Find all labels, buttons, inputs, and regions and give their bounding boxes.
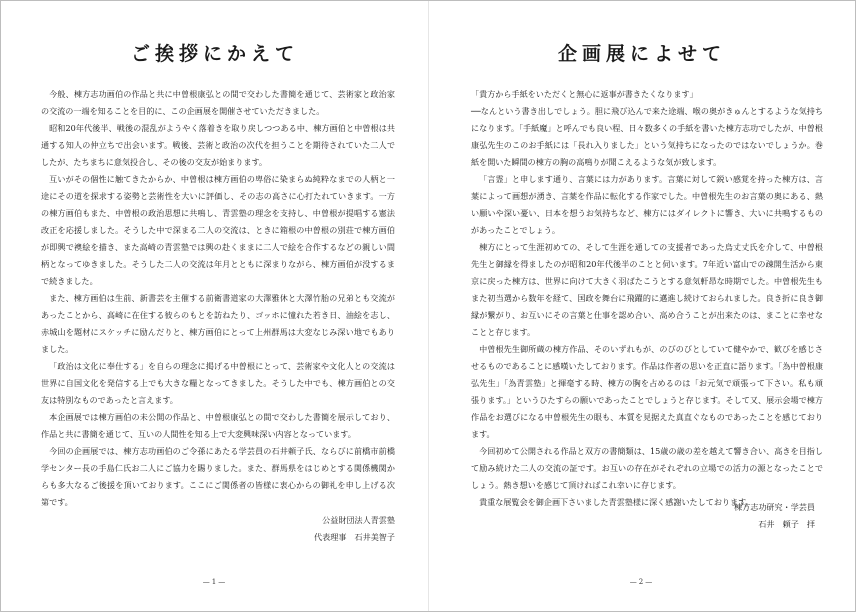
paragraph: 棟方にとって生涯初めての、そして生涯を通しての支援者であった烏丈丈氏を介して、中曽根先生と御縁を得ましたのが昭和20年代後半のことと伺います。7年近い富山での疎開生活から東京に戻った棟方は、世界に向けて大きく羽ばたこうとする意気軒昂な時期でした。中曽根先生もまた初当選から数年を経て、国政を舞台に飛躍的に邁進し続けておられました。良き折に良き御縁が繋がり、お互いにその言葉と仕事を認め合い、高め合うことが出来たのは、まことに幸せなことと存じます。	[471, 242, 823, 337]
right-page	[429, 1, 855, 611]
paragraph: 「言霊」と申します通り、言葉には力があります。言葉に対して鋭い感覚を持った棟方は、言葉によって画想が湧き、言葉を作品に転化する作家でした。中曽根先生のお言葉の奥にある、熱い願いや深い憂い、日本を想うお気持ちなど、棟方にはダイレクトに響き、大いに共鳴するものがあったことでしょう。	[471, 174, 823, 235]
left-page-body	[41, 86, 395, 511]
paragraph: 互いがその個性に触てきたからか、中曽根は棟方画伯の卑俗に染まらぬ純粋なまでの人柄と一途にその道を探求する姿勢と芸術性を大いに評価し、その志の高さに心打たれていきます。一方の棟方画伯もまた、中曽根の政治思想に共鳴し、青雲塾の理念を支持し、中曽根が提唱する憲法改正を応援しました。そうした中で深まる二人の交流は、ときに箱根の中曽根の別荘で棟方画伯が即興で襖絵を描き、また高崎の青雲塾では興の赴くままに二人で絵を合作するなどの親しい間柄となってゆきました。そうした二人の交流は年月とともに深まりながら、棟方画伯が没するまで続きました。	[41, 174, 395, 286]
signature-org: 棟方志功研究・学芸員	[734, 502, 815, 512]
signature-name: 石井 頼子 拝	[758, 519, 815, 529]
signature-name: 代表理事 石井美智子	[314, 532, 395, 542]
page-number: —2—	[629, 578, 655, 586]
paragraph: 貴重な展覧会を御企画下さいました青雲塾様に深く感謝いたしております。	[479, 497, 754, 507]
paragraph: 昭和20年代後半、戦後の混乱がようやく落着きを取り戻しつつある中、棟方画伯と中曽根は共通する知人の仲立ちで出会います。戦後、芸術と政治の次代を担うことを期待されていた二人でしたが、たちまちに意気投合し、その後の交友が始まります。	[41, 123, 395, 167]
paragraph: 今回の企画展では、棟方志功画伯のご令孫にあたる学芸員の石井頼子氏、ならびに前橋市前橋学センター長の手島仁氏お二人にご協力を賜りました。また、群馬県をはじめとする関係機関からも多大なるご後援を頂いております。ここにご関係者の皆様に衷心からの御礼を申し上げる次第です。	[41, 446, 395, 507]
paragraph: 今般、棟方志功画伯の作品と共に中曽根康弘との間で交わした書簡を通じて、芸術家と政治家の交流の一端を知ることを目的に、この企画展を開催させていただきました。	[41, 89, 395, 116]
left-page-title: ご挨拶にかえて	[130, 43, 299, 65]
paragraph: また、棟方画伯は生前、新書芸を主催する前衛書道家の大澤雅休と大澤竹胎の兄弟とも交流があったことから、高崎に在住する彼らのもとを訪ねたり、ゴッホに憧れた若き日、油絵を志し、赤城山を題材にスケッチに励んだりと、棟方画伯にとって上州群馬は大変なじみ深い地でもありました。	[41, 293, 395, 354]
paragraph: 本企画展では棟方画伯の未公開の作品と、中曽根康弘との間で交わした書簡を展示しており、作品と共に書簡を通じて、互いの人間性を知る上で大変興味深い内容となっています。	[41, 412, 395, 439]
right-page-body	[471, 86, 823, 511]
right-page-title: 企画展によせて	[557, 43, 726, 65]
page-number: —1—	[202, 578, 228, 586]
right-page-signature	[734, 499, 815, 533]
paragraph: 今回初めて公開される作品と双方の書簡類は、15歳の歳の差を越えて響き合い、高きを目指して励み続けた二人の交流の証です。お互いの存在がそれぞれの立場での活力の源となったことでしょう。熱き想いを感じて頂ければこれ幸いに存じます。	[471, 446, 823, 490]
signature-org: 公益財団法人青雲塾	[322, 515, 395, 525]
paragraph: 中曽根先生御所蔵の棟方作品、そのいずれもが、のびのびとしていて健やかで、歓びを感じさせるものであることに感嘆いたしております。作品は作者の思いを正直に語ります。「為中曽根康弘先生」「為青雲塾」と揮毫する時、棟方の胸を占めるのは「お元気で頑張って下さい。私も頑張ります。」というひたすらの願いであったことでしょうと存じます。そして又、展示会場で棟方作品をお選びになる中曽根先生の眼も、本質を見据えた真直ぐなものであったことを感じております。	[471, 344, 823, 439]
paragraph: 「政治は文化に奉仕する」を自らの理念に掲げる中曽根にとって、芸術家や文化人との交流は世界に自国文化を発信する上でも大きな糧となってきました。そうした中でも、棟方画伯との交友は特別なものであったと言えます。	[41, 361, 395, 405]
left-page-signature	[314, 512, 395, 546]
left-page	[1, 1, 429, 611]
quote-line: 「貴方から手紙をいただくと無心に返事が書きたくなります」	[471, 89, 698, 99]
paragraph: ──なんという書き出しでしょう。胆に飛び込んで来た途端、喉の奥がきゅんとするような気持ちになります。「手紙魔」と呼んでも良い程、日々数多くの手紙を書いた棟方志功でしたが、中曽根康弘先生のこのお手紙には「長れ入りました」という気持ちになったのではないでしょうか。巻紙を開いた瞬間の棟方の胸の高鳴りが聞こえるような気が致します。	[471, 106, 823, 167]
